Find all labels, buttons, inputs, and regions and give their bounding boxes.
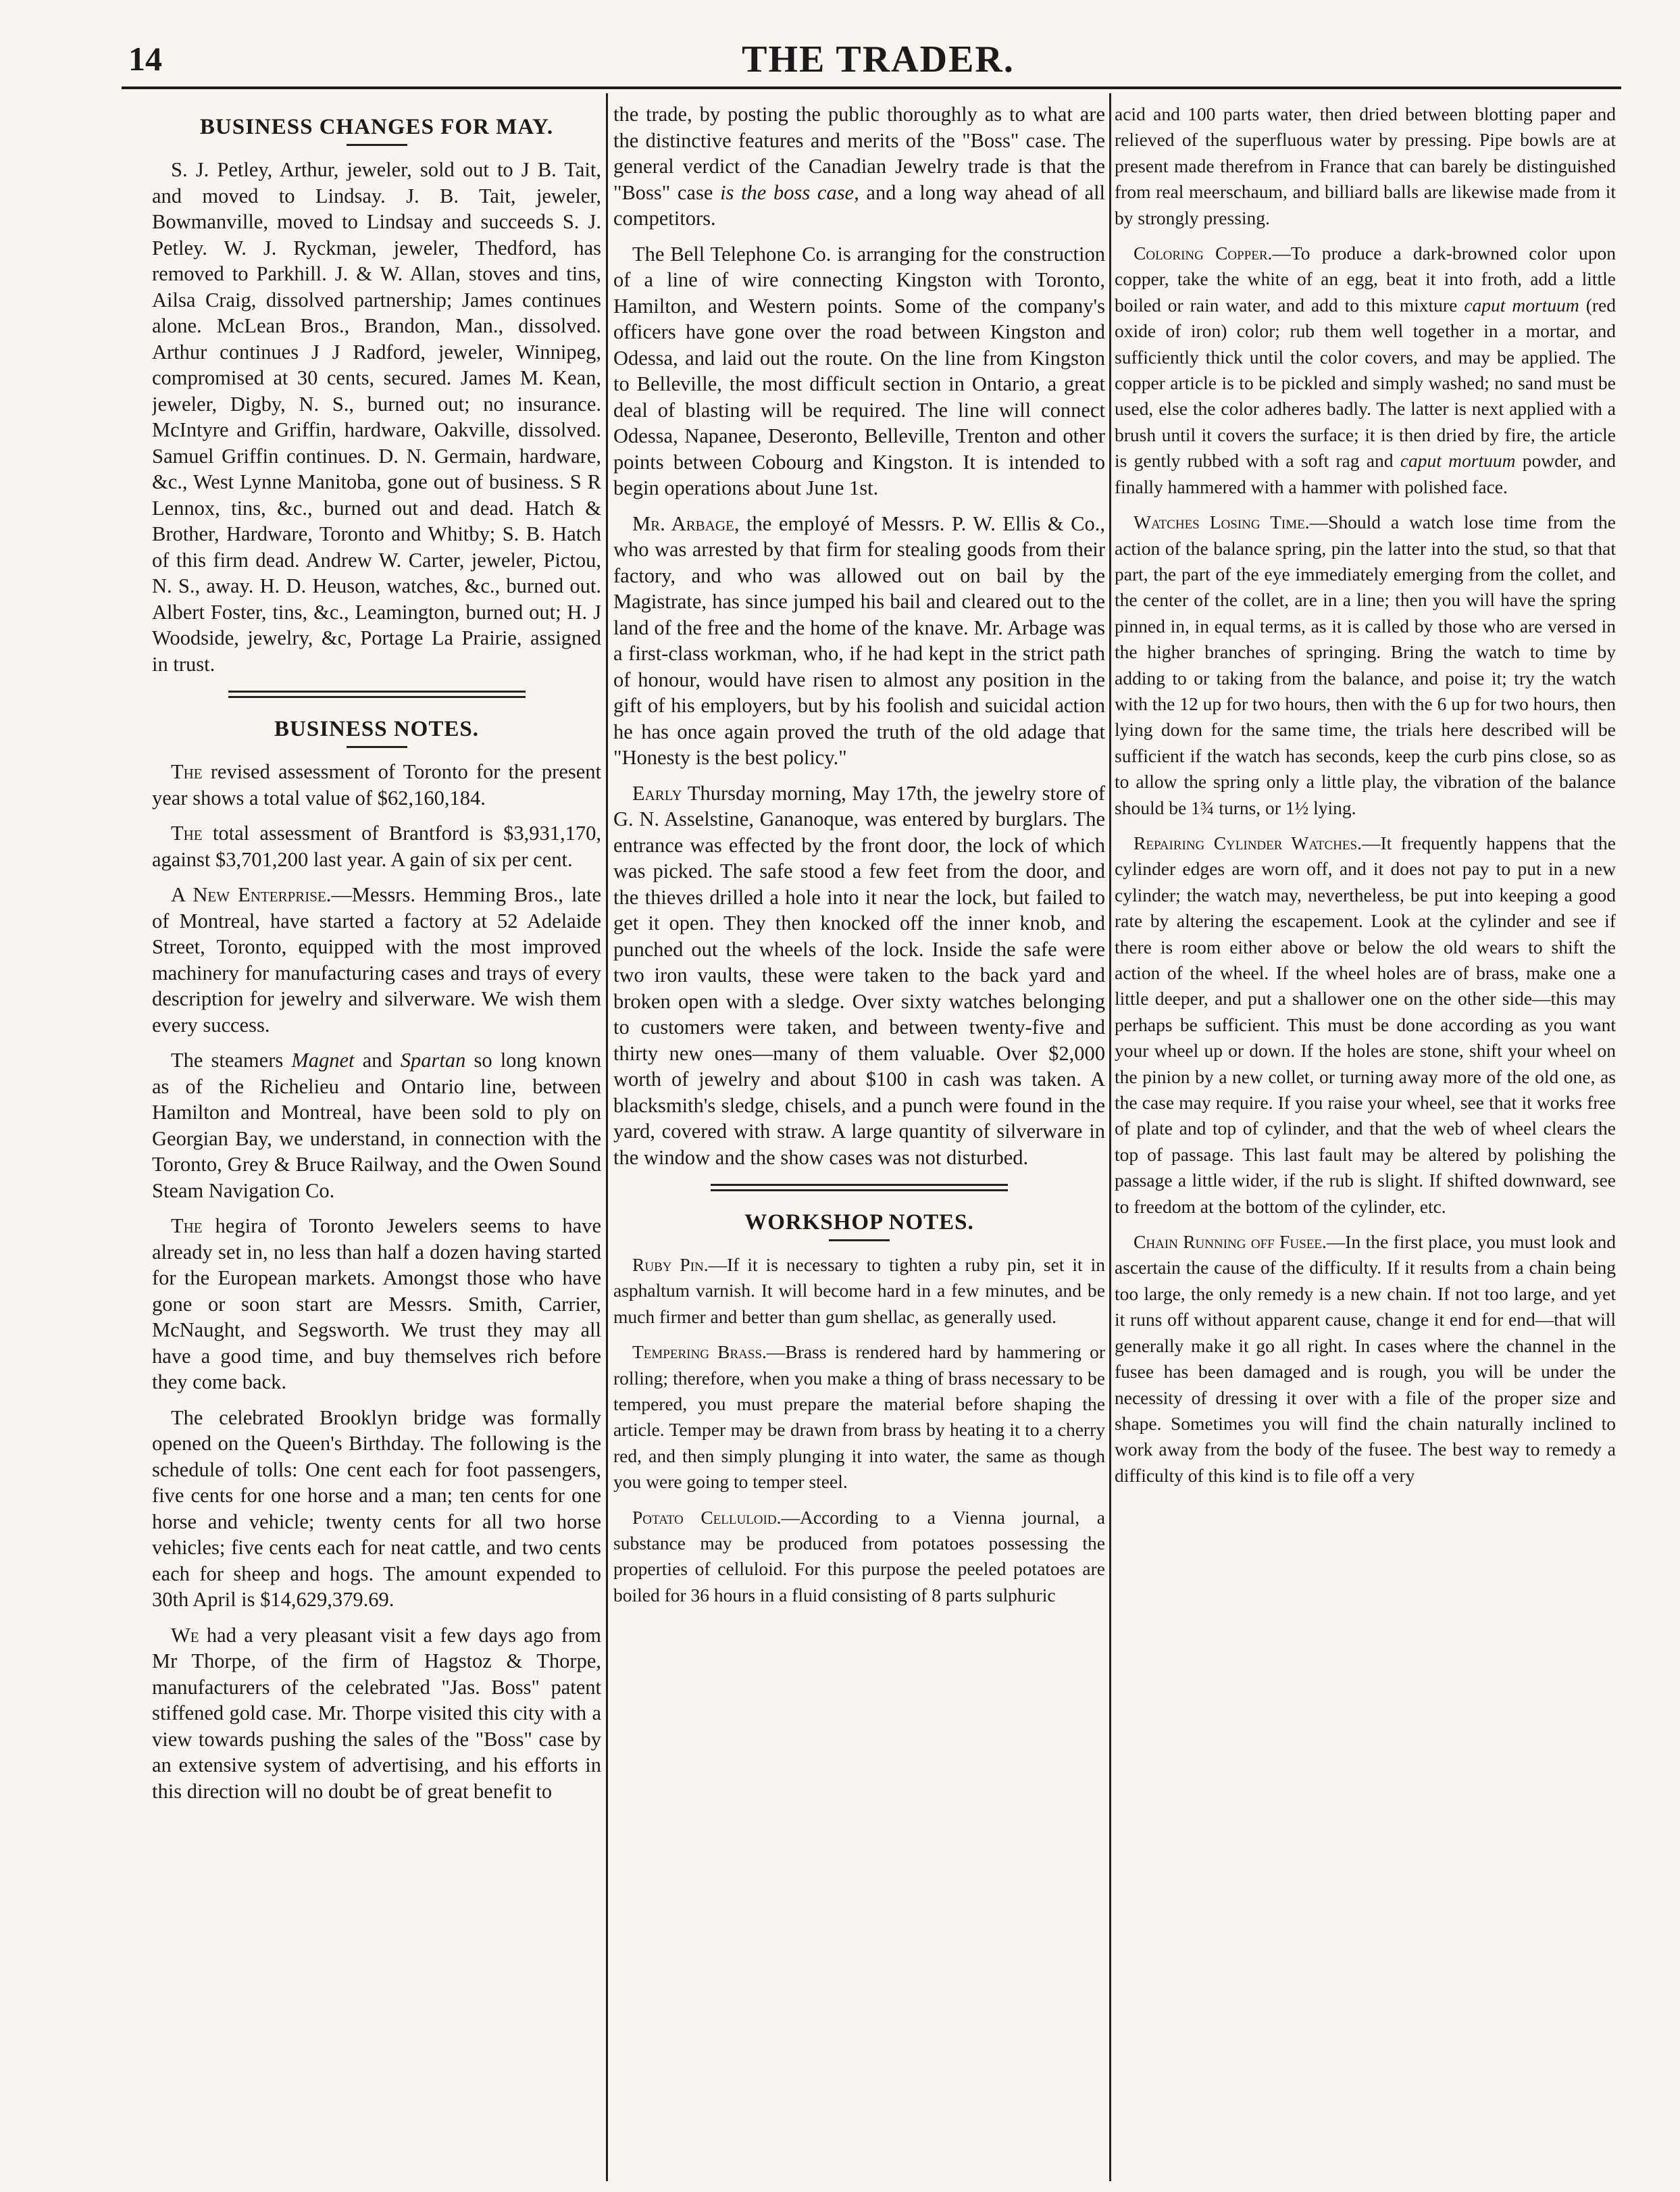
header-rule (122, 86, 1621, 89)
column-1 (152, 101, 601, 2176)
note-thorpe-visit-cont: the trade, by posting the public thoroughly as to what are the distinctive features and merits of the "Boss" case. The general verdict of the Canadian Jewelry trade is that the "Boss" case is the boss case, and a long way ahead of all competitors. (613, 103, 1105, 230)
note-thorpe-visit: We had a very pleasant visit a few days ago from Mr Thorpe, of the firm of Hagstoz & Thorpe, manufacturers of the celebrated "Jas. Boss" patent stiffened gold case. Mr. Thorpe visited this city with a view towards pushing the sales of the "Boss" case by an extensive system of advertising, and his efforts in this direction will no doubt be of great benefit to (152, 1623, 601, 1803)
note-brantford-assessment: The total assessment of Brantford is $3,931,170, against $3,701,200 last year. A gain of six per cent. (152, 822, 601, 871)
column-divider-1 (606, 93, 608, 2181)
note-toronto-assessment: The revised assessment of Toronto for the present year shows a total value of $62,160,184. (152, 760, 601, 809)
masthead-title: THE TRADER. (742, 39, 1015, 80)
page-number: 14 (128, 40, 162, 78)
column-divider-2 (1109, 93, 1111, 2181)
workshop-notes-body (613, 1252, 1105, 1608)
heading-rule (829, 1239, 890, 1241)
workshop-ruby-pin: Ruby Pin.—If it is necessary to tighten a ruby pin, set it in asphaltum varnish. It will become hard in a few minutes, and be much firmer and better than gum shellac, as generally used. (613, 1254, 1105, 1327)
workshop-notes-heading: WORKSHOP NOTES. (744, 1210, 974, 1235)
section-divider (711, 1184, 1008, 1191)
note-arbage: Mr. Arbage, the employé of Messrs. P. W. Ellis & Co., who was arrested by that firm for stealing goods from their factory, and who was allowed out on bail by the Magistrate, has since jumped his bail and cleared out to the land of the free and the home of the knave. Mr. Arbage was a first-class workman, who, if he had kept in the strict path of honour, would have risen to almost any position in the gift of his employers, but by his foolish and suicidal action he has once again proved the truth of the old adage that "Honesty is the best policy." (613, 512, 1105, 769)
note-burglary: Early Thursday morning, May 17th, the jewelry store of G. N. Asselstine, Gananoque, was entered by burglars. The entrance was effected by the front door, the lock of which was picked. The safe stood a few feet from the door, and the thieves drilled a hole into it near the lock, but failed to get it open. They then knocked off the inner knob, and punched out the wheels of the lock. Inside the safe were two iron vaults, these were taken to the back yard and broken open with a sledge. Over sixty watches belonging to customers were taken, and between twenty-five and thirty new ones—many of them valuable. Over $2,000 worth of jewelry and about $100 in cash was taken. A blacksmith's sledge, chisels, and a punch were found in the yard, covered with straw. A large quantity of silverware in the window and the show cases was not disturbed. (613, 781, 1105, 1169)
workshop-coloring-copper: Coloring Copper.—To produce a dark-browned color upon copper, take the white of an egg, beat it into froth, add a little boiled or rain water, and add to this mixture caput mortuum (red oxide of iron) color; rub them well together in a mortar, and sufficiently thick until the color covers, and may be applied. The copper article is to be pickled and simply washed; no sand must be used, else the color adheres badly. The latter is next applied with a brush until it covers the surface; it is then dried by fire, the article is gently rubbed with a soft rag and caput mortuum powder, and finally hammered with a hammer with polished face. (1115, 243, 1616, 497)
workshop-potato-celluloid: Potato Celluloid.—According to a Vienna journal, a substance may be produced from potatoes possessing the properties of celluloid. For this purpose the peeled potatoes are boiled for 36 hours in a fluid consisting of 8 parts sulphuric (613, 1506, 1105, 1605)
workshop-watches-losing-time: Watches Losing Time.—Should a watch lose time from the action of the balance spring, pin the latter into the stud, so that that part, the part of the eye immediately emerging from the collet, and the center of the collet, are in a line; then you will have the spring pinned in, in equal terms, as it is called by those who are versed in the higher branches of springing. Bring the watch to time by adding to or taking from the balance, and poise it; try the watch with the 12 up for two hours, then with the 6 up for two hours, then lying down for the same time, the trials here described will be sufficient if the watch has seconds, keep the curb pins close, so as to allow the spring only a little play, the vibration of the balance should be 1¾ turns, or 1½ lying. (1115, 512, 1616, 818)
note-new-enterprise: A New Enterprise.—Messrs. Hemming Bros., late of Montreal, have started a factory at 52 Adelaide Street, Toronto, equipped with the most improved machinery for manufacturing cases and trays of every description for jewelry and silverware. We wish them every success. (152, 883, 601, 1037)
workshop-chain-running: Chain Running off Fusee.—In the first place, you must look and ascertain the cause of the difficulty. If it results from a chain being too large, the only remedy is a new chain. If not too large, and yet it runs off without apparent cause, change it end for end—that will generally make it go all right. In cases where the channel in the fusee has been damaged and is rough, you will be under the necessity of dressing it over with a file of the proper size and shape. Sometimes you will find the chain naturally inclined to work away from the body of the fusee. The best way to remedy a difficulty of this kind is to file off a very (1115, 1231, 1616, 1486)
note-bell-telephone: The Bell Telephone Co. is arranging for the construction of a line of wire connecting Kingston with Toronto, Hamilton, and Western points. Some of the company's officers have gone over the road between Kingston and Odessa, and laid out the route. On the line from Kingston to Belleville, the most difficult section in Ontario, a great deal of blasting will be required. The line will connect Odessa, Napanee, Deseronto, Belleville, Trenton and other points between Cobourg and Kingston. It is intended to begin operations about June 1st. (613, 242, 1105, 499)
page-header (128, 34, 1628, 84)
note-hegira: The hegira of Toronto Jewelers seems to have already set in, no less than half a dozen having started for the European markets. Amongst those who have gone or soon start are Messrs. Smith, Carrier, McNaught, and Segsworth. We trust they may all have a good time, and buy themselves rich before they come back. (152, 1214, 601, 1393)
column-3 (1115, 101, 1616, 2176)
section-divider (228, 691, 526, 698)
workshop-potato-celluloid-cont: acid and 100 parts water, then dried between blotting paper and relieved of the superfluous water by pressing. Pipe bowls are at present made therefrom in France that can barely be distinguished from real meerschaum, and billiard balls are likewise made from it by strongly pressing. (1115, 103, 1616, 228)
heading-rule (347, 746, 407, 748)
column-2 (613, 101, 1105, 2176)
heading-rule (347, 144, 407, 146)
business-notes-heading: BUSINESS NOTES. (274, 717, 479, 741)
workshop-tempering-brass: Tempering Brass.—Brass is rendered hard by hammering or rolling; therefore, when you make a thing of brass necessary to be tempered, you must prepare the material before shaping the article. Temper may be drawn from brass by heating it to a cherry red, and then simply plunging it into water, the same as though you were going to temper steel. (613, 1341, 1105, 1493)
note-steamers: The steamers Magnet and Spartan so long known as of the Richelieu and Ontario line, between Hamilton and Montreal, have been sold to ply on Georgian Bay, we understand, in connection with the Toronto, Grey & Bruce Railway, and the Owen Sound Steam Navigation Co. (152, 1049, 601, 1202)
business-changes-heading: BUSINESS CHANGES FOR MAY. (199, 115, 554, 139)
business-changes-text: S. J. Petley, Arthur, jeweler, sold out to J B. Tait, and moved to Lindsay. J. B. Tait, jeweler, Bowmanville, moved to Lindsay and succeeds S. J. Petley. W. J. Ryckman, jeweler, Thedford, has removed to Parkhill. J. & W. Allan, stoves and tins, Ailsa Craig, dissolved partnership; James continues alone. McLean Bros., Brandon, Man., dissolved. Arthur continues J J Radford, jeweler, Winnipeg, compromised at 30 cents, secured. James M. Kean, jeweler, Digby, N. S., burned out; no insurance. McIntyre and Griffin, hardware, Oakville, dissolved. Samuel Griffin continues. D. N. Germain, hardware, &c., West Lynne Manitoba, gone out of business. S R Lennox, tins, &c., burned out and dead. Hatch & Brother, Hardware, Toronto and Whitby; S. B. Hatch of this firm dead. Andrew W. Carter, jeweler, Pictou, N. S., away. H. D. Heuson, watches, &c., burned out. Albert Foster, tins, &c., Leamington, burned out; H. J Woodside, jewelry, &c, Portage La Prairie, assigned in trust. (152, 158, 601, 676)
note-brooklyn-bridge: The celebrated Brooklyn bridge was formally opened on the Queen's Birthday. The following is the schedule of tolls: One cent each for foot passengers, five cents for one horse and a man; ten cents for one horse and vehicle; twenty cents for all two horse vehicles; five cents each for neat cattle, and two cents each for sheep and hogs. The amount expended to 30th April is $14,629,379.69. (152, 1405, 601, 1611)
workshop-repairing-cylinder: Repairing Cylinder Watches.—It frequently happens that the cylinder edges are worn off, and it does not pay to put in a new cylinder; the watch may, nevertheless, be put into keeping a good rate by altering the escapement. Look at the cylinder and see if there is room either above or below the old wears to shift the action of the wheel. If the wheel holes are of brass, make one a little deeper, and put a shallower one on the other side—this may perhaps be sufficient. This must be done according as you want your wheel up or down. If the holes are stone, shift your wheel on the pinion by a new collet, or turning away more of the old one, as the case may require. If you raise your wheel, see that it works free of plate and top of cylinder, and that the web of wheel clears the top of passage. This last fault may be altered by polishing the passage a little wider, if the rub is slight. If shifted downward, see to freedom at the bottom of the cylinder, etc. (1115, 832, 1616, 1217)
